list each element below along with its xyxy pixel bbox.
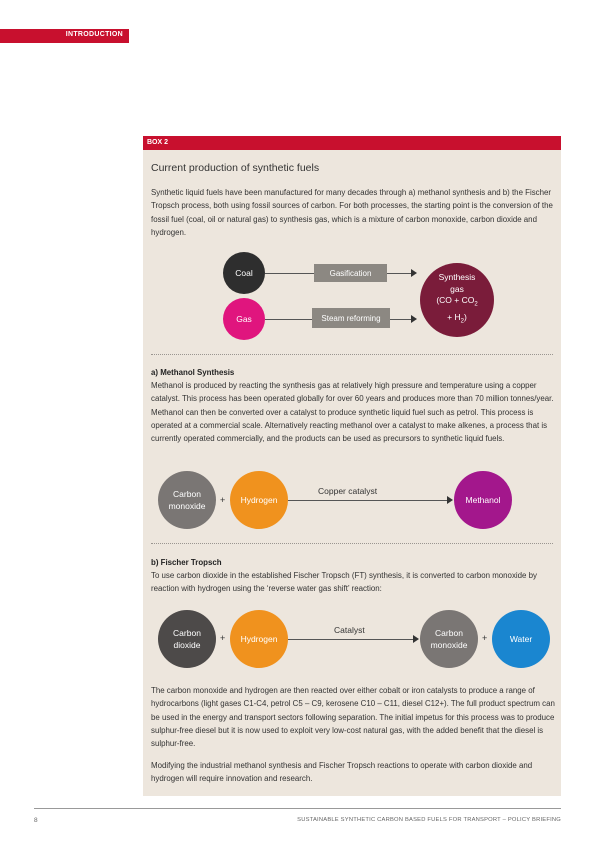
carbon-dioxide-line-2: dioxide (173, 640, 201, 650)
page-number: 8 (34, 817, 38, 824)
plus-sign-2: + (482, 633, 488, 643)
hydrogen-label: Hydrogen (240, 495, 278, 505)
gasification-label: Gasification (329, 268, 372, 278)
carbon-monoxide-line-2: monoxide (168, 501, 206, 511)
methanol-label: Methanol (465, 495, 501, 505)
gas-label: Gas (236, 314, 252, 324)
hydrogen-label-2: Hydrogen (240, 634, 278, 644)
section-tag (0, 29, 129, 43)
copper-catalyst-label: Copper catalyst (318, 486, 378, 496)
syngas-line-1: Synthesis (438, 272, 476, 283)
carbon-monoxide-line-1: Carbon (173, 489, 201, 499)
closing-paragraph-2: Modifying the industrial methanol synthesis and Fischer Tropsch reactions to operate with carbon dioxide and hydrogen will require innovation and research. (151, 761, 533, 784)
syngas-circle (420, 263, 494, 337)
hydrogen-circle-2 (230, 610, 288, 668)
methanol-circle (454, 471, 512, 529)
plus-sign: + (220, 495, 226, 505)
footer-rule (34, 808, 561, 809)
box-2 (143, 136, 561, 796)
closing-paragraph-1: The carbon monoxide and hydrogen are then reacted over either cobalt or iron catalysts to produce a range of hydrocarbons (light gases C1-C4, petrol C5 – C9, kerosene C10 – C11, diesel C12+). The full product spectrum can be used in the energy and transport sectors following separation. The initial impetus for this process was to produce sulphur-free diesel but it is now used to exploit very low-cost natural gas, with the added benefit that the diesel is sulphur-free. (151, 686, 555, 749)
box-header (143, 136, 561, 150)
coal-label: Coal (235, 268, 253, 278)
carbon-monoxide-circle-2 (420, 610, 478, 668)
intro-paragraph: Synthetic liquid fuels have been manufactured for many decades through a) methanol synthesis and b) the Fischer Tropsch process, both using fossil sources of carbon. For both processes, the starting point is the conversion of the fossil fuel (coal, oil or natural gas) to synthesis gas, which is a mixture of carbon monoxide, carbon dioxide and hydrogen. (151, 188, 553, 237)
carbon-dioxide-circle (158, 610, 216, 668)
syngas-line-4: + $H_2$) (447, 311, 467, 325)
steam-reforming-label: Steam reforming (321, 313, 381, 323)
fischer-heading: b) Fischer Tropsch (151, 558, 222, 567)
section-tag-label: INTRODUCTION (65, 31, 123, 38)
water-label: Water (509, 634, 533, 644)
methanol-paragraph: Methanol is produced by reacting the synthesis gas at relatively high pressure and temperature using a copper catalyst. This process has been operated globally for over 60 years and produces more than 70 million tonnes/year. Methanol can then be converted over a catalyst to produce synthetic liquid fuel such as petrol. This process is operated at a commercial scale. Alternatively reacting methanol over a catalyst to make alkenes, a process that is currently operated commercially, and the products can be used as precursors to synthetic liquid fuels. (151, 381, 554, 444)
steam-reforming-box (312, 308, 390, 328)
gas-circle (223, 298, 265, 340)
catalyst-label: Catalyst (334, 625, 365, 635)
gasification-box (314, 264, 387, 282)
rwgs-arrow-line (288, 639, 413, 640)
carbon-dioxide-line-1: Carbon (173, 628, 201, 638)
box-title: Current production of synthetic fuels (151, 162, 320, 174)
water-circle (492, 610, 550, 668)
syngas-line-3: ($CO + CO_2$ (436, 295, 478, 308)
coal-circle (223, 252, 265, 294)
carbon-monoxide-2-line-2: monoxide (430, 640, 468, 650)
box-label: BOX 2 (147, 139, 169, 146)
footer-title: SUSTAINABLE SYNTHETIC CARBON BASED FUELS FOR TRANSPORT – POLICY BRIEFING (297, 817, 561, 823)
divider-1 (151, 354, 553, 355)
fischer-paragraph: To use carbon dioxide in the established Fischer Tropsch (FT) synthesis, it is converted to carbon monoxide by reaction with hydrogen using the ‘reverse water gas shift’ reaction: (151, 571, 537, 594)
gas-arrowhead (411, 315, 417, 323)
plus-sign-1: + (220, 633, 226, 643)
carbon-monoxide-2-line-1: Carbon (435, 628, 463, 638)
methanol-heading: a) Methanol Synthesis (151, 368, 235, 377)
syngas-line-2: gas (450, 283, 464, 294)
methanol-arrowhead (447, 496, 453, 504)
rwgs-arrowhead (413, 635, 419, 643)
coal-arrowhead (411, 269, 417, 277)
methanol-arrow-line (288, 500, 447, 501)
hydrogen-circle (230, 471, 288, 529)
divider-2 (151, 543, 553, 544)
carbon-monoxide-circle (158, 471, 216, 529)
